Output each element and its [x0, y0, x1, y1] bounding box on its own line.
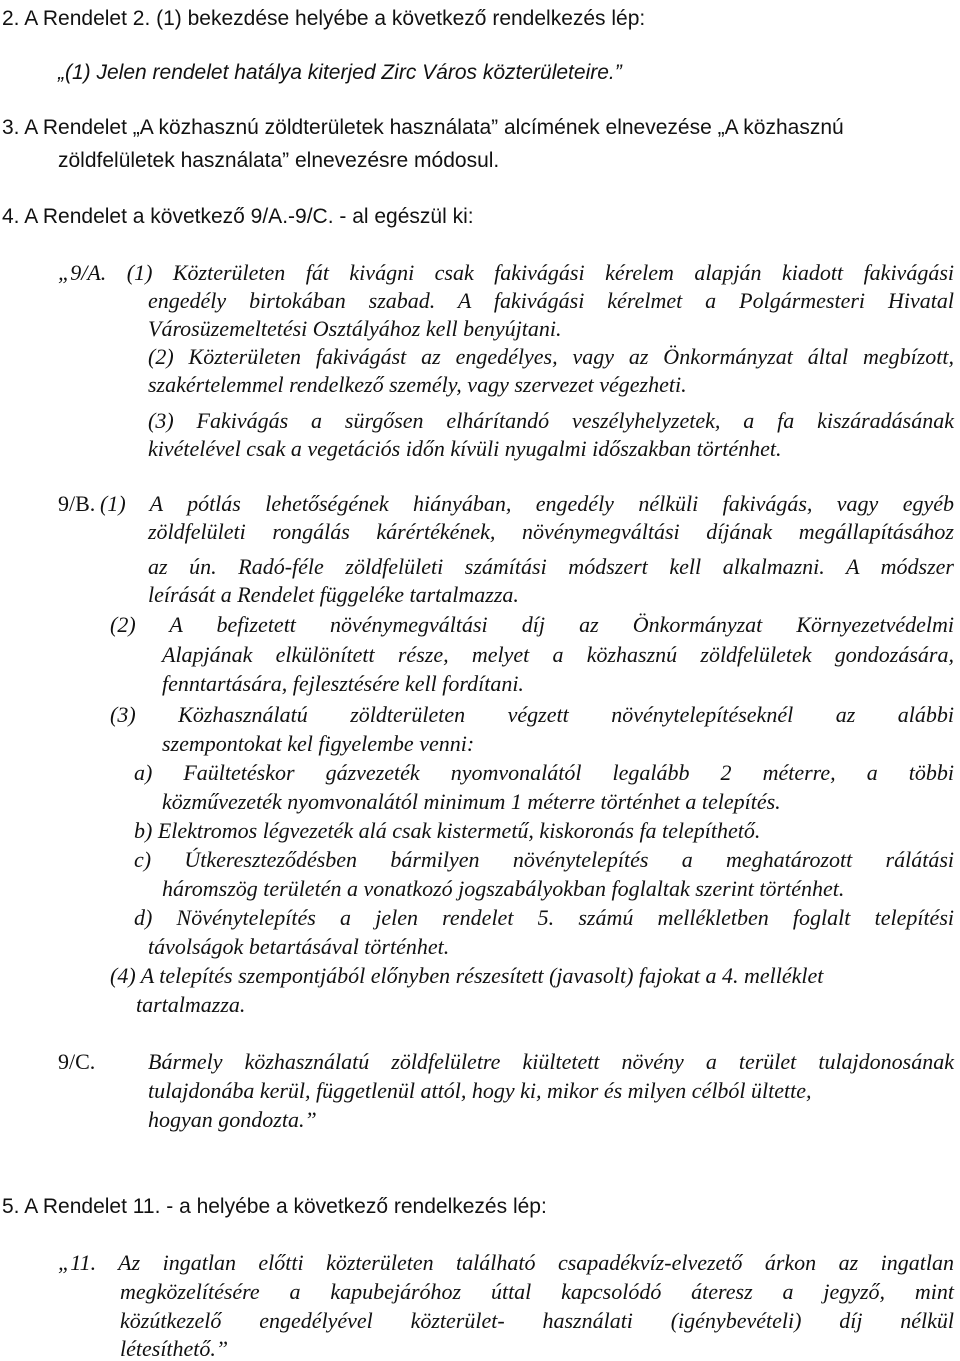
par-9a-line-1: „9/A. (1) Közterületen fát kivágni csak fakivágási kérelem alapján kiadott fakivágási [58, 260, 954, 285]
par-9a-line-6: (3) Fakivágás a sürgősen elhárítandó veszélyhelyzetek, a fa kiszáradásának [148, 408, 954, 433]
par-9a-line-2: engedély birtokában szabad. A fakivágási kérelmet a Polgármesteri Hivatal [148, 288, 954, 313]
par-9b-line-8: (3) Közhasználatú zöldterületen végzett növénytelepítéseknél az alábbi [110, 702, 954, 727]
par-9b-line-7: fenntartására, fejlesztésére kell fordítani. [162, 671, 524, 696]
par-9b-number: 9/B. [58, 491, 96, 516]
par-9b-line-6: Alapjának elkülönített része, melyet a közhasznú zöldfelületek gondozására, [162, 642, 954, 667]
par-9a-line-4: (2) Közterületen fakivágást az engedélyes, vagy az Önkormányzat által megbízott, [148, 344, 954, 369]
par-11-line-4: létesíthető.” [120, 1336, 229, 1361]
par-9a-line-7: kivételével csak a vegetációs időn kívüli nyugalmi időszakban történhet. [148, 436, 782, 461]
par-9c-number: 9/C. [58, 1049, 96, 1074]
par-9a-line-3: Városüzemeltetési Osztályához kell benyújtani. [148, 316, 562, 341]
par-9b-line-14: háromszög területén a vonatkozó jogszabályokban foglaltak szerint történhet. [162, 876, 845, 901]
par-9b-line-13: c) Útkereszteződésben bármilyen növénytelepítés a meghatározott rálátási [134, 847, 954, 872]
par-11-line-1: „11. Az ingatlan előtti közterületen található csapadékvíz-elvezető árkon az ingatlan [58, 1250, 954, 1275]
par-11-line-2: megközelítésére a kapubejáróhoz úttal kapcsolódó áteresz a jegyző, mint [120, 1279, 954, 1304]
section-5-heading: 5. A Rendelet 11. - a helyébe a következő rendelkezés lép: [2, 1195, 547, 1218]
par-9b-line-5: (2) A befizetett növénymegváltási díj az Önkormányzat Környezetvédelmi [110, 612, 954, 637]
section-3-line-2: zöldfelületek használata” elnevezésre módosul. [58, 149, 500, 172]
par-9b-line-18: tartalmazza. [136, 992, 246, 1017]
section-2-quote: „(1) Jelen rendelet hatálya kiterjed Zirc Város közterületeire.” [58, 61, 622, 84]
par-9b-line-9: szempontokat kel figyelembe venni: [162, 731, 475, 756]
par-11-line-3: közútkezelő engedélyével közterület- használati (igénybevételi) díj nélkül [120, 1308, 954, 1333]
section-4-heading: 4. A Rendelet a következő 9/A.-9/C. - al egészül ki: [2, 205, 474, 228]
par-9b-line-16: távolságok betartásával történhet. [148, 934, 450, 959]
par-9b-line-11: közművezeték nyomvonalától minimum 1 méterre történhet a telepítés. [162, 789, 781, 814]
par-9c-line-2: tulajdonába kerül, függetlenül attól, hogy ki, mikor és milyen célból ültette, [148, 1078, 812, 1103]
par-9a-line-5: szakértelemmel rendelkező személy, vagy szervezet végezheti. [148, 372, 687, 397]
par-9b-line-1: (1) A pótlás lehetőségének hiányában, engedély nélküli fakivágás, vagy egyéb [100, 491, 954, 516]
par-9c-line-3: hogyan gondozta.” [148, 1107, 317, 1132]
par-9b-line-17: (4) A telepítés szempontjából előnyben részesített (javasolt) fajokat a 4. melléklet [110, 963, 824, 988]
par-9b-line-3: az ún. Radó-féle zöldfelületi számítási módszert kell alkalmazni. A módszer [148, 554, 954, 579]
par-9b-line-15: d) Növénytelepítés a jelen rendelet 5. számú mellékletben foglalt telepítési [134, 905, 954, 930]
par-9c-line-1: Bármely közhasználatú zöldfelületre kiültetett növény a terület tulajdonosának [148, 1049, 954, 1074]
par-9b-line-4: leírását a Rendelet függeléke tartalmazza. [148, 582, 519, 607]
par-9b-line-12: b) Elektromos légvezeték alá csak kistermetű, kiskoronás fa telepíthető. [134, 818, 761, 843]
section-3-line-1: 3. A Rendelet „A közhasznú zöldterületek használata” alcímének elnevezése „A közhasznú [2, 116, 844, 139]
par-9b-line-10: a) Faültetéskor gázvezeték nyomvonalától legalább 2 méterre, a többi [134, 760, 954, 785]
par-9b-line-2: zöldfelületi rongálás kárértékének, növénymegváltási díjának megállapításához [148, 519, 954, 544]
section-2-heading: 2. A Rendelet 2. (1) bekezdése helyébe a következő rendelkezés lép: [2, 7, 646, 30]
